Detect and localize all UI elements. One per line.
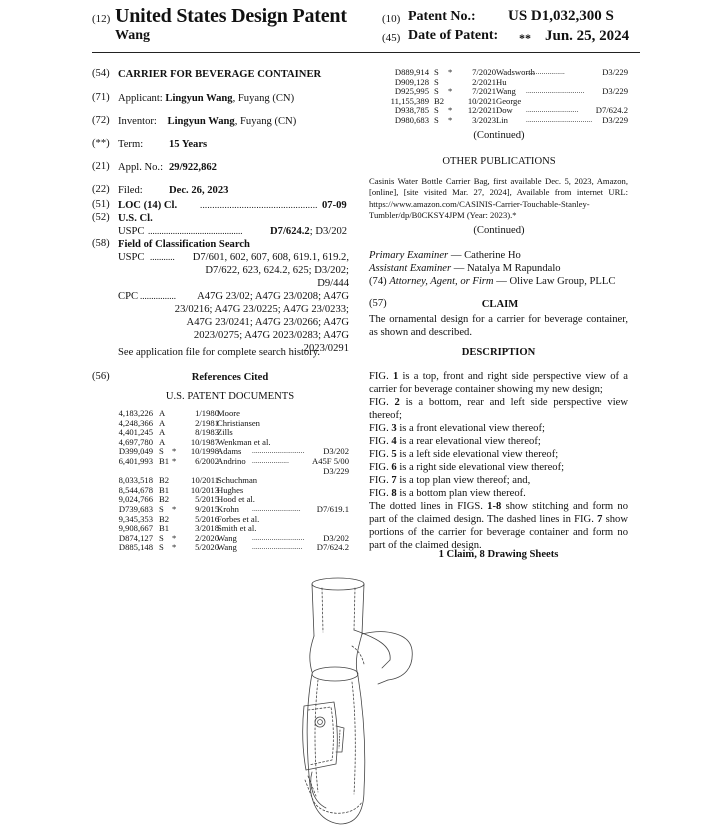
search-cpc-line: A47G 23/02; A47G 23/0208; A47G — [197, 291, 349, 302]
reference-class: D7/624.2 — [316, 542, 349, 553]
drawing-handle-outer — [312, 584, 364, 636]
field-term-code: (**) — [92, 138, 110, 149]
reference-name: Krohn — [217, 503, 239, 514]
search-uspc-line: D7/622, 623, 624.2, 625; D3/202; — [205, 265, 349, 276]
note-text: show stitching and form no part of the claimed design. The dashed lines in FIG. — [369, 501, 628, 525]
field-of-search-label: Field of Classification Search — [118, 239, 250, 250]
reference-number: 9,024,766 — [118, 494, 153, 505]
reference-star: * — [172, 542, 177, 553]
reference-star: * — [172, 532, 177, 543]
drawing-top-rim — [312, 578, 364, 590]
reference-number: D925,995 — [394, 86, 429, 97]
reference-kind: B1 — [159, 523, 170, 534]
search-uspc-line: D7/601, 602, 607, 608, 619.1, 619.2, — [192, 252, 349, 263]
attorney-field — [369, 275, 615, 288]
em-dash: — — [496, 276, 507, 287]
references-cited-heading: References Cited — [191, 372, 269, 383]
drawing-pocket-button — [315, 717, 325, 727]
reference-name: Wang — [217, 542, 237, 553]
reference-class: D3/202 — [323, 532, 349, 543]
appl-no-value: 29/922,862 — [169, 162, 217, 173]
reference-class: D3/229 — [323, 465, 349, 476]
reference-class: D7/619.1 — [316, 503, 349, 514]
reference-class: D7/624.2 — [595, 105, 628, 116]
reference-row — [112, 543, 349, 553]
reference-number: 4,697,780 — [118, 436, 153, 447]
reference-kind: B1 — [159, 484, 170, 495]
figure-description — [369, 396, 628, 422]
reference-row — [388, 116, 628, 126]
figure-description — [369, 448, 628, 461]
reference-number: 11,155,389 — [390, 95, 429, 106]
reference-date: 8/1983 — [195, 427, 219, 438]
field-51-code: (51) — [92, 199, 110, 210]
primary-examiner-name: Catherine Ho — [464, 250, 521, 261]
reference-kind: A — [159, 417, 166, 428]
reference-kind: S — [159, 446, 164, 457]
reference-star: * — [448, 86, 453, 97]
patent-no-label: Patent No.: — [408, 9, 476, 24]
field-54-code: (54) — [92, 68, 110, 79]
drawing-strap — [311, 772, 326, 808]
reference-date: 2/2020 — [195, 532, 219, 543]
reference-class: D3/229 — [602, 114, 628, 125]
reference-dots: .................................. — [526, 115, 593, 124]
reference-name: Adams — [217, 446, 242, 457]
reference-date: 10/2013 — [190, 484, 219, 495]
reference-number: 9,908,667 — [118, 523, 153, 534]
reference-class: A45F 5/00 — [311, 455, 349, 466]
figure-text: is a front elevational view thereof; — [396, 423, 545, 434]
applicant-label: Applicant: — [118, 93, 163, 104]
us-cl-label: U.S. Cl. — [118, 213, 153, 224]
figure-description — [369, 422, 628, 435]
attorney-code: (74) — [369, 276, 387, 287]
reference-kind: S — [434, 76, 439, 87]
figure-text: FIG. — [369, 397, 395, 408]
claim-heading: CLAIM — [481, 299, 519, 310]
reference-class: D3/202 — [323, 446, 349, 457]
term-label: Term: — [118, 139, 144, 150]
filed-value: Dec. 26, 2023 — [169, 185, 229, 196]
figure-description — [369, 461, 628, 474]
figure-number: 7 — [597, 514, 603, 525]
note-text: The dotted lines in FIGS. — [369, 501, 488, 512]
reference-name: Hughes — [217, 484, 244, 495]
reference-number: 9,345,353 — [118, 513, 153, 524]
reference-date: 9/2015 — [195, 503, 219, 514]
other-publication-entry: Casinis Water Bottle Carrier Bag, first available Dec. 5, 2023, Amazon, [online], [site visited Mar. 27, 2024], Available from internet URL: https://www.amazon.com/CASINIS-Carrier-Touchable-Stanley-Tumbler/dp/B0CKSY4JPM (Year: 2023).* — [369, 176, 628, 221]
header-rule — [92, 52, 640, 53]
reference-date: 5/2015 — [195, 494, 219, 505]
reference-class: D3/229 — [602, 67, 628, 77]
reference-number: D885,148 — [118, 542, 153, 553]
figure-text: is a bottom, rear and left side perspective view thereof; — [369, 397, 628, 421]
description-text — [369, 370, 628, 552]
reference-kind: B1 — [159, 455, 170, 466]
drawing-handle-stitch — [322, 588, 355, 632]
reference-name: Andrino — [217, 455, 246, 466]
reference-number: D938,785 — [394, 105, 429, 116]
reference-number: 6,401,993 — [118, 455, 153, 466]
reference-dots: ........................... — [526, 106, 579, 115]
field-21-code: (21) — [92, 161, 110, 172]
date-of-patent: Jun. 25, 2024 — [545, 28, 630, 44]
reference-star: * — [448, 67, 453, 77]
patent-number: US D1,032,300 S — [508, 8, 614, 24]
term-value: 15 Years — [169, 139, 208, 150]
figure-text: is a rear elevational view thereof; — [396, 436, 541, 447]
loc-dots: ................................................ — [200, 200, 318, 210]
reference-row — [112, 457, 349, 467]
reference-kind: B2 — [159, 494, 170, 505]
field-52-code: (52) — [92, 212, 110, 223]
design-title: CARRIER FOR BEVERAGE CONTAINER — [118, 69, 322, 80]
reference-dots: .................... — [526, 68, 565, 76]
us-cl-values — [270, 225, 347, 238]
us-cl-main: D7/624.2 — [270, 226, 310, 237]
em-dash: — — [453, 263, 465, 274]
reference-name: Christiansen — [217, 417, 260, 428]
assistant-examiner-label: Assistant Examiner — [369, 263, 452, 274]
inventor-field — [118, 115, 296, 128]
loc-label: LOC (14) Cl. — [118, 200, 178, 211]
figure-number: 1 — [392, 371, 399, 382]
figure-text: FIG. — [369, 475, 392, 486]
reference-date: 2/2021 — [472, 76, 496, 87]
loc-value: 07-09 — [322, 200, 347, 211]
reference-class: D3/229 — [602, 86, 628, 97]
reference-name: Schuchman — [217, 475, 258, 486]
assistant-examiner-name: Natalya M Rapundalo — [467, 263, 561, 274]
figure-number: 3 — [391, 423, 397, 434]
reference-kind: S — [434, 105, 439, 116]
figure-text: is a top plan view thereof; and, — [396, 475, 531, 486]
reference-name: George — [496, 95, 522, 106]
reference-number: D739,683 — [118, 503, 153, 514]
us-cl-dots: .......................................... — [148, 226, 243, 236]
figure-description — [369, 435, 628, 448]
reference-number: 4,248,366 — [118, 417, 153, 428]
design-drawing — [292, 576, 434, 828]
figure-text: FIG. — [369, 449, 392, 460]
inventor-name: Lingyun Wang — [167, 116, 235, 127]
us-cl-rest: ; D3/202 — [309, 226, 348, 237]
reference-date: 10/1987 — [190, 436, 219, 447]
search-history-note: See application file for complete search history. — [118, 347, 320, 358]
figure-text: FIG. — [369, 371, 393, 382]
reference-kind: A — [159, 436, 166, 447]
reference-date: 12/2021 — [467, 105, 496, 116]
search-uspc-line: D9/444 — [317, 278, 349, 289]
search-uspc-values — [190, 251, 349, 290]
document-title: United States Design Patent — [115, 5, 347, 27]
drawing-body — [307, 674, 365, 824]
reference-name: Hu — [496, 76, 507, 87]
figure-number: 1-8 — [487, 501, 502, 512]
date-of-patent-label: Date of Patent: — [408, 28, 499, 43]
reference-number: D980,683 — [394, 114, 429, 125]
reference-name: Hood et al. — [217, 494, 255, 505]
reference-number: 4,183,226 — [118, 408, 153, 418]
figure-number: 2 — [394, 397, 400, 408]
us-patent-documents-heading: U.S. PATENT DOCUMENTS — [165, 391, 295, 402]
search-uspc-label: USPC — [118, 252, 145, 263]
reference-number: 4,401,245 — [118, 427, 153, 438]
reference-date: 3/2023 — [472, 114, 496, 125]
reference-date: 1/1980 — [195, 408, 219, 418]
inventor-label: Inventor: — [118, 116, 157, 127]
applicant-field — [118, 92, 294, 105]
reference-date: 6/2002 — [195, 455, 219, 466]
reference-date: 10/1998 — [190, 446, 219, 457]
header-code-12: (12) — [92, 13, 111, 25]
reference-name: Lin — [496, 114, 508, 125]
figure-text: is a top, front and right side perspective view of a carrier for beverage container showing my new design; — [369, 371, 628, 395]
search-cpc-line: 2023/0291 — [303, 343, 349, 354]
figure-text: FIG. — [369, 423, 392, 434]
search-uspc-dots: ........... — [150, 252, 175, 262]
claim-text: The ornamental design for a carrier for beverage container, as shown and described. — [369, 314, 628, 338]
references-continued: (Continued) — [473, 130, 525, 141]
reference-date: 10/2011 — [191, 475, 219, 486]
drawing-handle-loop — [362, 632, 412, 680]
description-heading: DESCRIPTION — [461, 347, 536, 358]
drawing-handle-end — [378, 660, 390, 684]
reference-number: D399,049 — [118, 446, 153, 457]
reference-star: * — [448, 114, 453, 125]
figure-text: is a left side elevational view thereof; — [396, 449, 559, 460]
note-text: show portions of the carrier for beverage container and form no part of the claimed design. — [369, 514, 628, 551]
dotted-lines-note — [369, 500, 628, 552]
figure-number: 6 — [391, 462, 397, 473]
reference-date: 3/2018 — [195, 523, 219, 534]
figure-number: 5 — [391, 449, 397, 460]
attorney-name: Olive Law Group, PLLC — [509, 276, 616, 287]
claims-summary: 1 Claim, 8 Drawing Sheets — [438, 549, 559, 560]
reference-kind: A — [159, 408, 166, 418]
reference-date: 5/2016 — [195, 513, 219, 524]
reference-kind: S — [434, 114, 439, 125]
field-58-code: (58) — [92, 238, 110, 249]
reference-kind: S — [434, 67, 439, 77]
field-22-code: (22) — [92, 184, 110, 195]
references-table-right — [388, 68, 628, 126]
reference-number: D909,128 — [394, 76, 429, 87]
reference-date: 5/2020 — [195, 542, 219, 553]
figure-number: 4 — [391, 436, 397, 447]
search-cpc-line: A47G 23/0241; A47G 23/0266; A47G — [186, 317, 349, 328]
reference-name: Wang — [496, 86, 516, 97]
reference-star: * — [448, 105, 453, 116]
drawing-pocket-stitch — [308, 707, 333, 765]
reference-kind: S — [159, 542, 164, 553]
figure-text: is a right side elevational view thereof; — [396, 462, 565, 473]
field-71-code: (71) — [92, 92, 110, 103]
reference-kind: S — [434, 86, 439, 97]
reference-kind: B2 — [159, 475, 170, 486]
reference-star: * — [172, 455, 177, 466]
reference-kind: B2 — [434, 95, 445, 106]
inventor-surname: Wang — [115, 28, 151, 43]
reference-kind: A — [159, 427, 166, 438]
figure-number: 8 — [391, 488, 397, 499]
drawing-zipper-teeth — [339, 730, 340, 748]
reference-number: D874,127 — [118, 532, 153, 543]
reference-name: Smith et al. — [217, 523, 257, 534]
reference-name: Wadsworth — [496, 67, 535, 77]
drawing-base-dash — [314, 802, 362, 813]
reference-dots: .......................... — [252, 543, 303, 552]
reference-kind: S — [159, 532, 164, 543]
reference-star: * — [172, 503, 177, 514]
reference-date: 2/1981 — [195, 417, 219, 428]
other-publications-heading: OTHER PUBLICATIONS — [442, 156, 556, 167]
assistant-examiner — [369, 262, 561, 275]
reference-name: Wang — [217, 532, 237, 543]
reference-dots: ................... — [252, 456, 290, 465]
drawing-body-stitch-right — [352, 682, 355, 794]
reference-kind: S — [159, 503, 164, 514]
publications-continued: (Continued) — [473, 225, 525, 236]
field-72-code: (72) — [92, 115, 110, 126]
date-mark: ** — [519, 31, 531, 45]
primary-examiner-label: Primary Examiner — [369, 250, 449, 261]
reference-dots: ......................... — [252, 504, 301, 513]
reference-dots: .............................. — [526, 87, 585, 96]
reference-kind: B2 — [159, 513, 170, 524]
figure-text: FIG. — [369, 462, 392, 473]
attorney-label: Attorney, Agent, or Firm — [389, 276, 494, 287]
applicant-place: , Fuyang (CN) — [232, 93, 295, 104]
figure-description — [369, 474, 628, 487]
search-cpc-line: 2023/0275; A47G 2023/0283; A47G — [193, 330, 349, 341]
reference-number: 8,544,678 — [118, 484, 153, 495]
search-cpc-label: CPC — [118, 291, 139, 302]
header-code-10: (10) — [382, 13, 401, 25]
reference-number: D889,914 — [394, 67, 429, 77]
drawing-body-stitch-left — [315, 680, 318, 792]
appl-no-label: Appl. No.: — [118, 162, 164, 173]
drawing-pocket-button-inner — [318, 720, 323, 725]
reference-name: Dow — [496, 105, 513, 116]
claim-code: (57) — [369, 298, 387, 309]
drawing-neck-rim — [312, 667, 358, 681]
reference-name: Wenkman et al. — [217, 436, 271, 447]
references-table-left — [112, 409, 349, 553]
search-cpc-dots: ................ — [140, 291, 176, 301]
inventor-place: , Fuyang (CN) — [234, 116, 297, 127]
reference-name: Moore — [217, 408, 240, 418]
reference-star: * — [172, 446, 177, 457]
reference-name: Zills — [217, 427, 233, 438]
figure-text: FIG. — [369, 488, 392, 499]
figure-description — [369, 370, 628, 396]
figure-text: is a bottom plan view thereof. — [396, 488, 526, 499]
reference-dots: ........................... — [252, 447, 305, 456]
reference-dots: ........................... — [252, 533, 305, 542]
primary-examiner — [369, 249, 521, 262]
filed-label: Filed: — [118, 185, 143, 196]
figure-text: FIG. — [369, 436, 392, 447]
reference-name: Forbes et al. — [217, 513, 260, 524]
reference-date: 7/2021 — [472, 86, 496, 97]
em-dash: — — [450, 250, 462, 261]
reference-number: 8,033,518 — [118, 475, 153, 486]
header-code-45: (45) — [382, 32, 401, 44]
us-cl-uspc-label: USPC — [118, 226, 145, 237]
field-56-code: (56) — [92, 371, 110, 382]
figure-description — [369, 487, 628, 500]
search-cpc-line: 23/0216; A47G 23/0225; A47G 23/0233; — [174, 304, 349, 315]
reference-date: 10/2021 — [467, 95, 496, 106]
figure-number: 7 — [391, 475, 397, 486]
reference-date: 7/2020 — [472, 67, 496, 77]
applicant-name: Lingyun Wang — [165, 93, 233, 104]
